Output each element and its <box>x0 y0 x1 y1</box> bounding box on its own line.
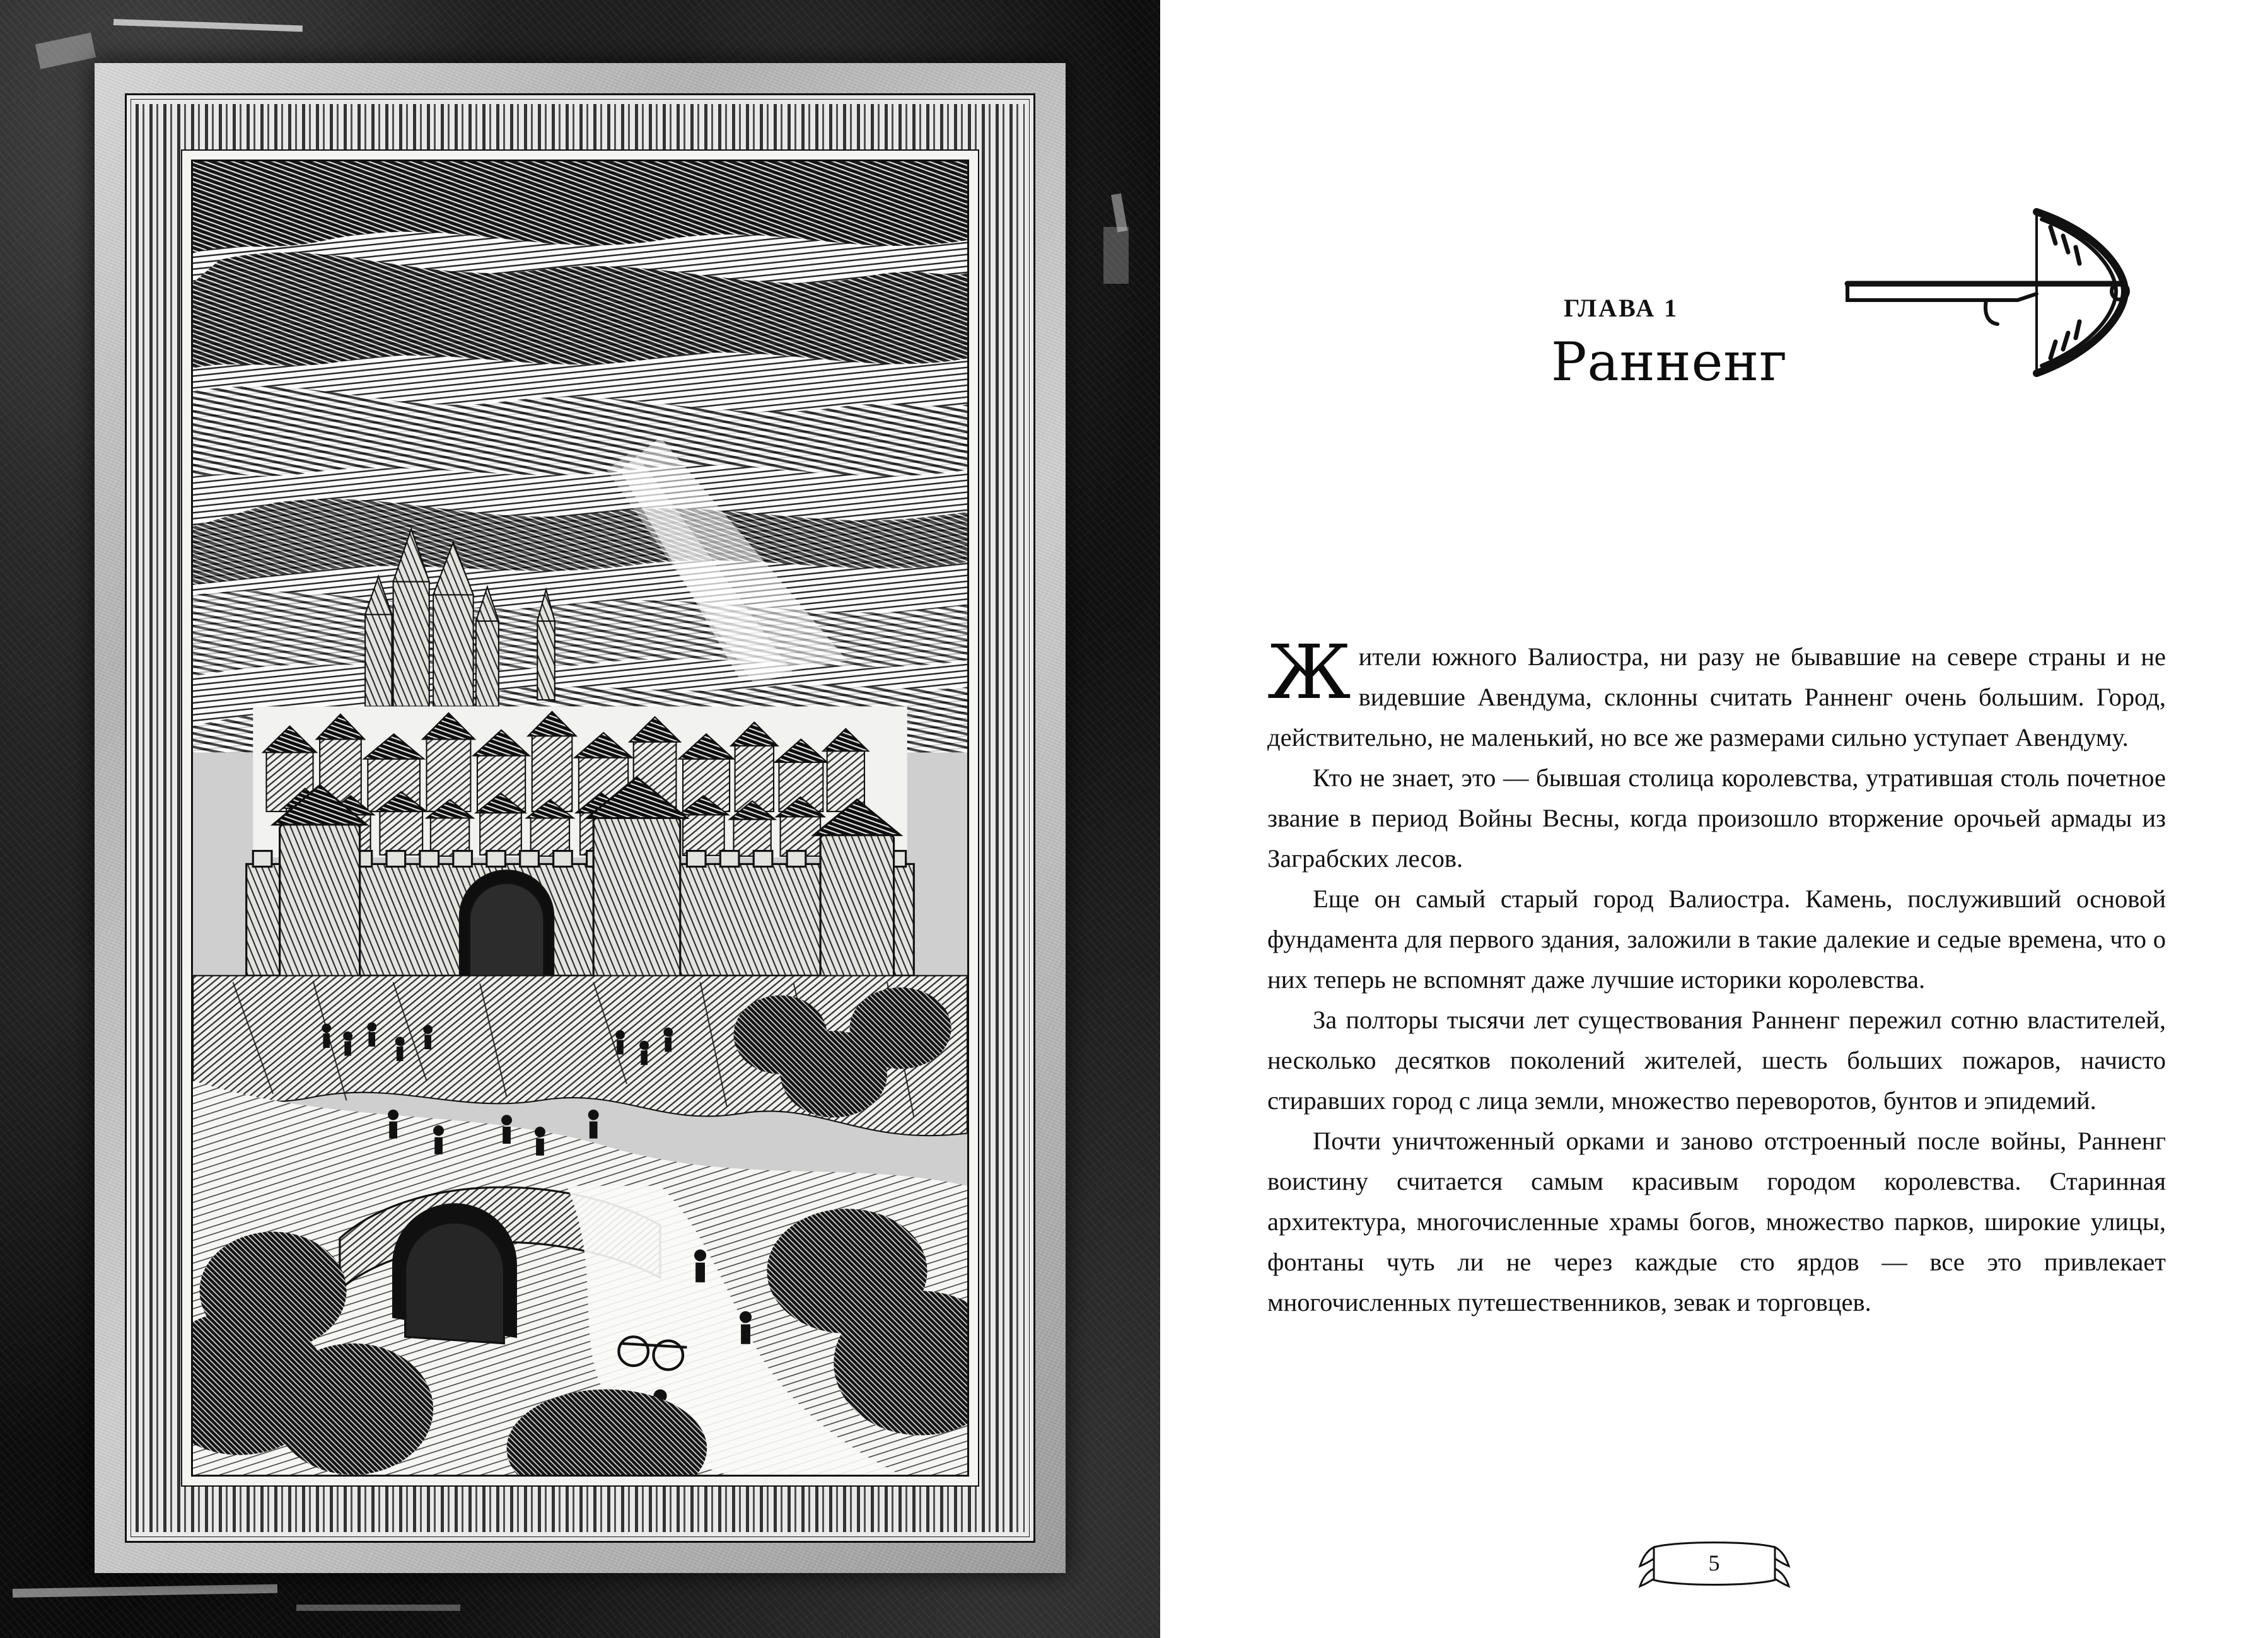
paragraph-1 <box>1267 629 2166 758</box>
right-page <box>1160 0 2268 1638</box>
chapter-header <box>1261 189 2163 416</box>
paragraph-3: Еще он самый старый город Валиостра. Камень, послуживший основой фундамента для первого здания, заложили в такие далекие и седые времена, что о них теперь не вспомнят даже лучшие историки королевства. <box>1267 885 2166 994</box>
paragraph-5: Почти уничтоженный орками и заново отстроенный после войны, Ранненг воистину считается самым красивым городом королевства. Старинная архитектура, многочисленные храмы богов, множество парков, широкие улицы, фонтаны чуть ли не через каждые сто ярдов — все это привлекает многочисленных путешественников, зевак и торговцев. <box>1267 1127 2166 1316</box>
scratch-mark <box>1103 227 1129 284</box>
chapter-title: Ранненг <box>1551 331 1788 393</box>
illustration-plate <box>95 63 1066 1573</box>
ornamental-frame <box>125 93 1035 1543</box>
illustration-window <box>191 160 969 1477</box>
scratch-mark <box>296 1605 460 1611</box>
paragraph-2: Кто не знает, это — бывшая столица королевства, утратившая столь почетное звание в период Войны Весны, когда произошло вторжение орочьей армады из Заграбских лесов. <box>1267 764 2166 873</box>
chapter-kicker: ГЛАВА 1 <box>1564 294 1679 322</box>
chapter-body <box>1267 629 2166 1323</box>
page-folio <box>1632 1533 1796 1594</box>
page-number: 5 <box>1708 1550 1720 1576</box>
crossbow-icon <box>1829 189 2163 397</box>
paragraph-4: За полторы тысячи лет существования Ранненг пережил сотню властителей, несколько десятков поколений жителей, шесть больших пожаров, начисто стиравших город с лица земли, множество переворотов, бунтов и эпидемий. <box>1267 1006 2166 1115</box>
inner-frame <box>181 149 979 1487</box>
paragraph-text: ители южного Валиостра, ни разу не бывавшие на севере страны и не видевшие Авендума, склонны считать Ранненг очень большим. Город, действительно, не маленький, но все же размерами сильно уступает Авендуму. <box>1267 642 2166 752</box>
drop-cap: Ж <box>1267 629 1351 716</box>
city-engraving <box>193 161 967 1475</box>
